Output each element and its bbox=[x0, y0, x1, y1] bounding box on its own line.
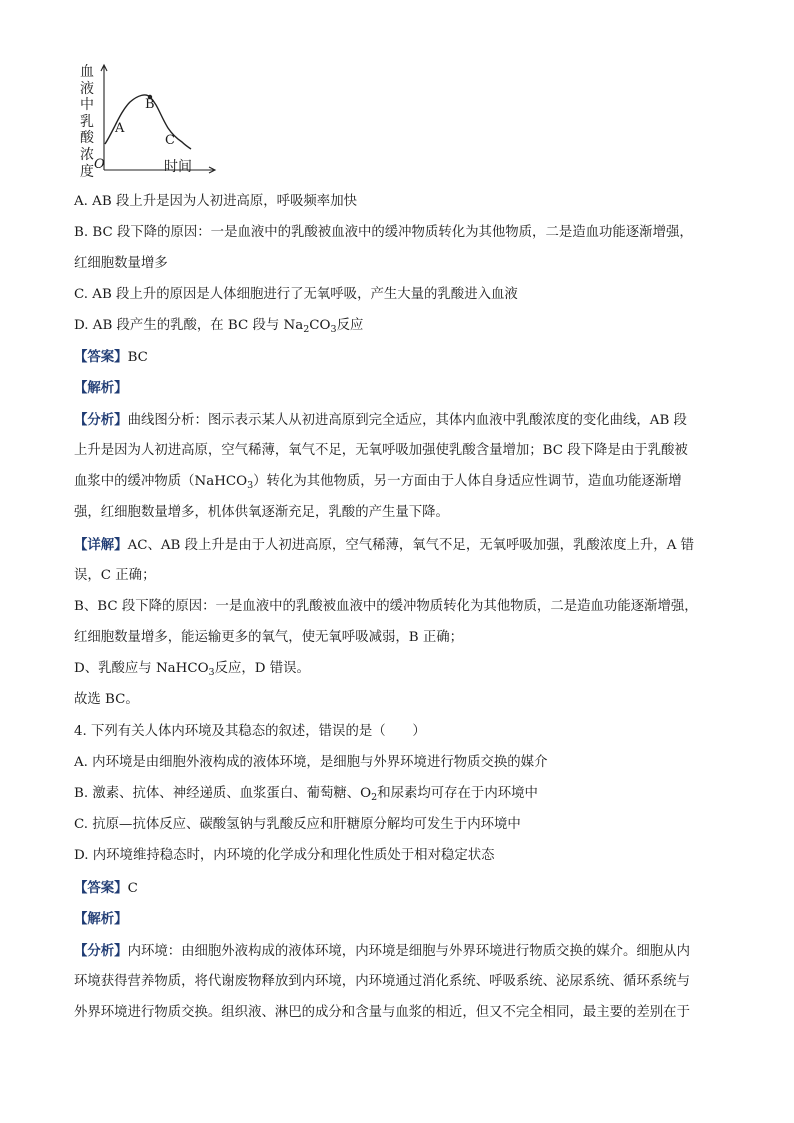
subscript: 3 bbox=[208, 667, 215, 678]
q4-fenxi-line2: 环境获得营养物质，将代谢废物释放到内环境，内环境通过消化系统、呼吸系统、泌尿系统、循环系统与 bbox=[74, 974, 690, 989]
q3-answer bbox=[74, 347, 148, 368]
q4-option-d: D. 内环境维持稳态时，内环境的化学成分和理化性质处于相对稳定状态 bbox=[74, 848, 495, 863]
q4-option-b bbox=[74, 784, 538, 805]
point-b-label: B bbox=[145, 97, 155, 112]
q4-answer bbox=[74, 878, 138, 899]
fenxi-text: 曲线图分析：图示表示某人从初进高原到完全适应，其体内血液中乳酸浓度的变化曲线，AB 段 bbox=[127, 413, 687, 428]
q3-conclusion: 故选 BC。 bbox=[74, 692, 139, 707]
q3-xiangjie-line4: 红细胞数量增多，能运输更多的氧气，使无氧呼吸减弱，B 正确； bbox=[74, 630, 464, 645]
q3-fenxi-line1 bbox=[74, 410, 687, 431]
q3-option-d-text: D. AB 段产生的乳酸，在 BC 段与 Na bbox=[74, 318, 304, 333]
q3-option-a: A. AB 段上升是因为人初进高原，呼吸频率加快 bbox=[74, 194, 357, 209]
subscript: 3 bbox=[247, 480, 254, 491]
point-c-label: C bbox=[165, 133, 175, 148]
subscript: 2 bbox=[303, 324, 310, 335]
q3-option-b-line1: B. BC 段下降的原因：一是血液中的乳酸被血液中的缓冲物质转化为其他物质，二是造血功能逐渐增强， bbox=[74, 225, 693, 240]
q3-xiangjie-line2: 误，C 正确； bbox=[74, 568, 156, 583]
fenxi-text: 血浆中的缓冲物质（NaHCO bbox=[74, 474, 248, 489]
q4-option-c: C. 抗原—抗体反应、碳酸氢钠与乳酸反应和肝糖原分解均可发生于内环境中 bbox=[74, 817, 521, 832]
q4-stem: 4. 下列有关人体内环境及其稳态的叙述，错误的是（ ） bbox=[74, 724, 426, 739]
fenxi-tag: 【分析】 bbox=[74, 412, 128, 428]
origin-label: O bbox=[94, 157, 105, 172]
q3-option-b-line2: 红细胞数量增多 bbox=[74, 256, 168, 271]
lactate-curve-figure bbox=[68, 60, 218, 185]
q3-analysis-heading bbox=[74, 378, 128, 399]
xiangjie-text: D、乳酸应与 NaHCO bbox=[74, 661, 209, 676]
analysis-tag: 【解析】 bbox=[74, 380, 128, 396]
fenxi-tag: 【分析】 bbox=[74, 943, 128, 959]
q3-option-d-text: 反应 bbox=[336, 318, 364, 333]
q3-xiangjie-line5 bbox=[74, 659, 310, 680]
q3-xiangjie-line3: B、BC 段下降的原因：一是血液中的乳酸被血液中的缓冲物质转化为其他物质，二是造血功能逐渐增强， bbox=[74, 599, 698, 614]
x-axis-label: 时间 bbox=[164, 159, 192, 175]
q3-option-c: C. AB 段上升的原因是人体细胞进行了无氧呼吸，产生大量的乳酸进入血液 bbox=[74, 287, 518, 302]
y-label-char: 乳 bbox=[80, 113, 94, 130]
q3-option-d-text: CO bbox=[309, 318, 331, 333]
q4-option-a: A. 内环境是由细胞外液构成的液体环境，是细胞与外界环境进行物质交换的媒介 bbox=[74, 755, 548, 770]
xiangjie-text: 反应，D 错误。 bbox=[214, 661, 310, 676]
answer-tag: 【答案】 bbox=[74, 349, 128, 365]
q4-fenxi-line1 bbox=[74, 941, 690, 962]
q4-option-b-text: 和尿素均可存在于内环境中 bbox=[377, 786, 538, 801]
q3-fenxi-line2: 上升是因为人初进高原，空气稀薄，氧气不足，无氧呼吸加强使乳酸含量增加；BC 段下降是由于乳酸被 bbox=[74, 443, 688, 458]
answer-value: C bbox=[127, 881, 138, 896]
answer-value: BC bbox=[127, 350, 148, 365]
fenxi-text: ）转化为其他物质，另一方面由于人体自身适应性调节，造血功能逐渐增 bbox=[253, 474, 682, 489]
y-label-char: 度 bbox=[80, 163, 94, 180]
q4-analysis-heading bbox=[74, 909, 128, 930]
subscript: 3 bbox=[330, 324, 337, 335]
q3-xiangjie-line1 bbox=[74, 535, 694, 556]
y-label-char: 中 bbox=[80, 97, 94, 114]
q3-fenxi-line3 bbox=[74, 472, 682, 493]
y-label-char: 血 bbox=[80, 64, 94, 80]
q4-fenxi-line3: 外界环境进行物质交换。组织液、淋巴的成分和含量与血浆的相近，但又不完全相同，最主要的差别在于 bbox=[74, 1005, 690, 1020]
y-label-char: 液 bbox=[80, 80, 94, 97]
q3-option-d bbox=[74, 316, 363, 337]
y-label-char: 酸 bbox=[80, 130, 94, 147]
point-a-label: A bbox=[115, 121, 125, 136]
fenxi-text: 内环境：由细胞外液构成的液体环境，内环境是细胞与外界环境进行物质交换的媒介。细胞从内 bbox=[127, 944, 690, 959]
xiangjie-tag: 【详解】 bbox=[74, 537, 128, 553]
subscript: 2 bbox=[371, 792, 378, 803]
xiangjie-text: AC、AB 段上升是由于人初进高原，空气稀薄，氧气不足，无氧呼吸加强，乳酸浓度上升，A 错 bbox=[127, 538, 695, 553]
q3-fenxi-line4: 强，红细胞数量增多，机体供氧逐渐充足，乳酸的产生量下降。 bbox=[74, 505, 449, 520]
q4-option-b-text: B. 激素、抗体、神经递质、血浆蛋白、葡萄糖、O bbox=[74, 786, 372, 801]
analysis-tag: 【解析】 bbox=[74, 911, 128, 927]
answer-tag: 【答案】 bbox=[74, 880, 128, 896]
y-label-char: 浓 bbox=[80, 146, 94, 163]
